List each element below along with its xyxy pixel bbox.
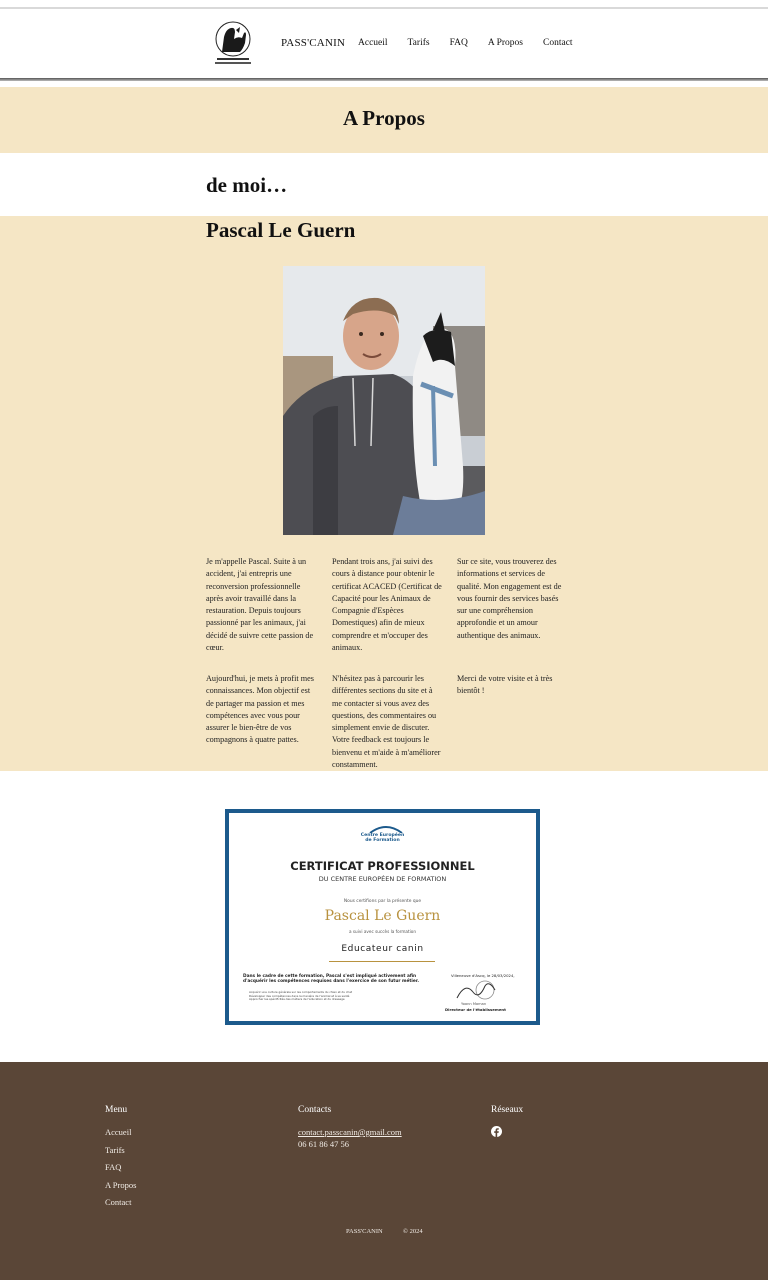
dog-logo-icon[interactable]	[212, 19, 254, 67]
certificate-image	[225, 809, 540, 1025]
footer-email-link[interactable]: contact.passcanin@gmail.com	[298, 1127, 402, 1137]
certificate-org-line2: de Formation	[365, 838, 400, 843]
about-col1-p1: Je m'appelle Pascal. Suite à un accident, j'ai entrepris une reconversion professionnelle après avoir travaillé dans la restauration. Depuis toujours passionné par les animaux, j'ai décidé de suivre cette passion de cœur.	[206, 557, 314, 653]
footer-contacts-title: Contacts	[298, 1105, 332, 1115]
about-col2-p1: Pendant trois ans, j'ai suivi des cours à distance pour obtenir le certificat ACACED (Certificat de Capacité pour les Animaux de Compagnie d'Espèces Domestiques) afin de mieux comprendre et m'occuper des animaux.	[332, 557, 442, 653]
certificate-statement: Dans le cadre de cette formation, Pascal s'est impliqué activement afin d'acquérir les compétences requises dans l'exercice de son futur métier.	[243, 974, 419, 985]
footer-brand: PASS'CANIN	[346, 1228, 383, 1235]
owner-name: Pascal Le Guern	[206, 218, 356, 242]
footer-link-faq[interactable]: FAQ	[105, 1162, 122, 1172]
page-title: A Propos	[343, 106, 425, 130]
facebook-icon[interactable]	[491, 1126, 502, 1137]
certificate-bullet-3: Approcher les spécificités des métiers de l'éducation et du dressage	[249, 997, 345, 1002]
about-col2-p2: N'hésitez pas à parcourir les différentes sections du site et à me contacter si vous avez des questions, des commentaires ou simplement envie de discuter. Votre feedback est toujours le bienvenu et m'aide à m'améliorer constamment.	[332, 674, 441, 770]
certificate-subtitle: DU CENTRE EUROPÉEN DE FORMATION	[318, 875, 447, 883]
brand-link[interactable]: PASS'CANIN	[281, 37, 346, 49]
photo-illustration	[283, 266, 485, 535]
header-shadow	[0, 78, 768, 81]
footer-menu-title: Menu	[105, 1105, 128, 1115]
about-col1-p2: Aujourd'hui, je mets à profit mes connaissances. Mon objectif est de partager ma passion et mes compétences avec vous pour assurer le bien-être de vos compagnons à quatre pattes.	[206, 674, 314, 745]
certificate-org-line1: Centre Européen	[360, 833, 405, 838]
section-subtitle: de moi…	[206, 173, 288, 197]
certificate-place-date: Villeneuve d'Ascq, le 28/03/2024,	[451, 973, 515, 978]
certificate-inner	[229, 813, 536, 1021]
certificate-title: CERTIFICAT PROFESSIONNEL	[290, 859, 475, 873]
about-col3-p2: Merci de votre visite et à très bientôt !	[457, 674, 553, 696]
owner-photo	[283, 266, 485, 535]
footer-link-contact[interactable]: Contact	[105, 1197, 132, 1207]
footer-social-title: Réseaux	[491, 1105, 524, 1115]
main-nav	[358, 38, 593, 48]
nav-a-propos[interactable]: A Propos	[487, 38, 523, 48]
footer-link-tarifs[interactable]: Tarifs	[105, 1145, 125, 1155]
certificate-signatory-role: Directeur de l'établissement	[445, 1007, 506, 1012]
about-col3-p1: Sur ce site, vous trouverez des informations et services de qualité. Mon engagement est de vous fournir des services basés sur une compréhension approfondie et un amour authentique des animaux.	[457, 557, 562, 640]
footer-link-a-propos[interactable]: A Propos	[105, 1180, 137, 1190]
nav-tarifs[interactable]: Tarifs	[407, 38, 430, 48]
footer-link-accueil[interactable]: Accueil	[105, 1127, 132, 1137]
footer-phone: 06 61 86 47 56	[298, 1139, 349, 1149]
signature-stamp-icon	[455, 978, 501, 1002]
nav-faq[interactable]: FAQ	[449, 38, 468, 48]
site-footer	[0, 1062, 768, 1280]
certificate-certify: Nous certifions par la présente que	[343, 899, 422, 904]
certificate-course: Educateur canin	[341, 944, 424, 954]
certificate-bullet-1: Acquérir une culture générale sur les comportements du chien et du chat	[249, 990, 353, 994]
certificate-signatory: Yoann Maman	[461, 1002, 487, 1006]
nav-accueil[interactable]: Accueil	[358, 38, 388, 48]
site-header	[0, 9, 768, 79]
certificate-completed: a suivi avec succès la formation	[348, 929, 417, 934]
certificate-bullet-2: Développer des compétences dans la manière de l'animal et à sa santé	[249, 993, 350, 998]
certificate-logo-icon	[366, 825, 406, 833]
footer-copyright: © 2024	[403, 1228, 423, 1235]
certificate-name: Pascal Le Guern	[324, 908, 441, 924]
nav-contact[interactable]: Contact	[543, 38, 573, 48]
